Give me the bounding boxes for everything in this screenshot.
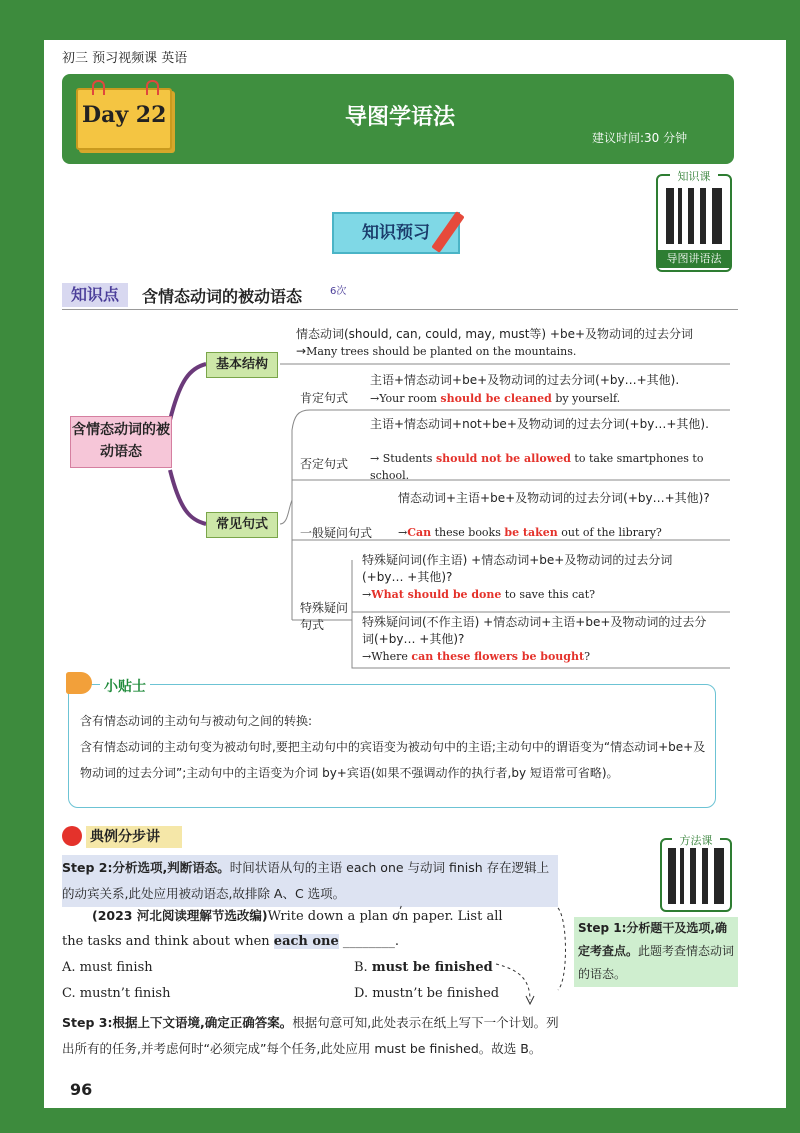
step1-text: Step 1:分析题干及选项,确定考查点。此题考查情态动词的语态。 [574, 917, 738, 987]
page-number: 96 [70, 1080, 93, 1099]
tips-title: 小贴士 [100, 676, 150, 696]
general-question-label: 一般疑问句式 [300, 526, 373, 540]
dashed-arrows [380, 880, 580, 1010]
special-question-b-rule: 特殊疑问词(不作主语) +情态动词+主语+be+及物动词的过去分词(+by… +其他)? [362, 615, 707, 646]
affirmative-example: →Your room should be cleaned by yourself. [370, 392, 621, 405]
section-title: 知识预习 [332, 212, 460, 254]
node-basic-structure: 基本结构 [206, 352, 278, 378]
qr-card-method[interactable] [660, 834, 732, 912]
node-common-patterns: 常见句式 [206, 512, 278, 538]
mindmap-root: 含情态动词的被动语态 [70, 416, 172, 468]
question-line2: the tasks and think about when each one ________. [62, 934, 400, 949]
example-tag: 典例分步讲 [86, 826, 182, 848]
tips-text: 含有情态动词的主动句与被动句之间的转换: 含有情态动词的主动句变为被动句时,要把主动句中的宾语变为被动句中的主语;主动句中的谓语变为“情态动词+be+及物动词的过去分词”;主动句中的主语变为介词 by+宾语(如果不强调动作的执行者,by 短语常可省略)。 [80, 714, 706, 780]
qr-card-knowledge[interactable] [656, 170, 732, 272]
megaphone-icon [66, 672, 92, 694]
step2-text: Step 2:分析选项,判断语态。时间状语从句的主语 each one 与动词 finish 存在逻辑上的动宾关系,此处应用被动语态,故排除 A、C 选项。 [62, 855, 558, 907]
knowledge-point-title: 含情态动词的被动语态 [142, 287, 303, 306]
question-line1: (2023 河北阅读理解节选改编)Write down a plan on paper. List all [92, 908, 503, 924]
basic-rule: 情态动词(should, can, could, may, must等) +be+及物动词的过去分词 →Many trees should be planted on the mountains. [296, 327, 694, 358]
qr-code-icon [666, 188, 722, 244]
series-header: 初三 预习视频课 英语 [62, 51, 188, 66]
qr-caption: 知识课 [670, 168, 718, 184]
step3-text: Step 3:根据上下文语境,确定正确答案。根据句意可知,此处表示在纸上写下一个计划。列出所有的任务,并考虑何时“必须完成”每个任务,此处应用 must be finished。故选 B。 [62, 1015, 559, 1056]
special-question-label: 特殊疑问句式 [300, 601, 349, 632]
ring-icon [146, 80, 159, 95]
special-question-a-rule: 特殊疑问词(作主语) +情态动词+be+及物动词的过去分词(+by… +其他)? [362, 553, 673, 584]
qr-caption: 方法课 [672, 832, 720, 848]
general-question-example: →Can these books be taken out of the library? [398, 526, 662, 539]
qr-label: 导图讲语法 [658, 250, 730, 268]
negative-example: → Students should not be allowed to take smartphones to school. [370, 452, 704, 482]
special-question-b-example: →Where can these flowers be bought? [362, 650, 590, 663]
frequency-count: 6次 [330, 286, 347, 297]
example-icon [62, 826, 82, 846]
affirmative-label: 肯定句式 [300, 391, 349, 405]
day-label: Day 22 [82, 102, 167, 128]
special-question-a-example: →What should be done to save this cat? [362, 588, 596, 601]
ring-icon [92, 80, 105, 95]
suggested-time: 建议时间:30 分钟 [592, 131, 688, 145]
option-a[interactable]: A. must finish [62, 960, 153, 975]
banner-title: 导图学语法 [344, 105, 455, 130]
option-c[interactable]: C. mustn’t finish [62, 986, 171, 1001]
option-b[interactable]: B. must be finished [354, 960, 493, 975]
option-d[interactable]: D. mustn’t be finished [354, 986, 500, 1001]
affirmative-rule: 主语+情态动词+be+及物动词的过去分词(+by…+其他). [370, 373, 680, 387]
knowledge-point-tag: 知识点 [62, 283, 128, 307]
negative-label: 否定句式 [300, 457, 349, 471]
qr-code-icon [668, 848, 724, 904]
negative-rule: 主语+情态动词+not+be+及物动词的过去分词(+by…+其他). [370, 417, 709, 431]
general-question-rule: 情态动词+主语+be+及物动词的过去分词(+by…+其他)? [398, 491, 710, 505]
divider [62, 309, 738, 310]
